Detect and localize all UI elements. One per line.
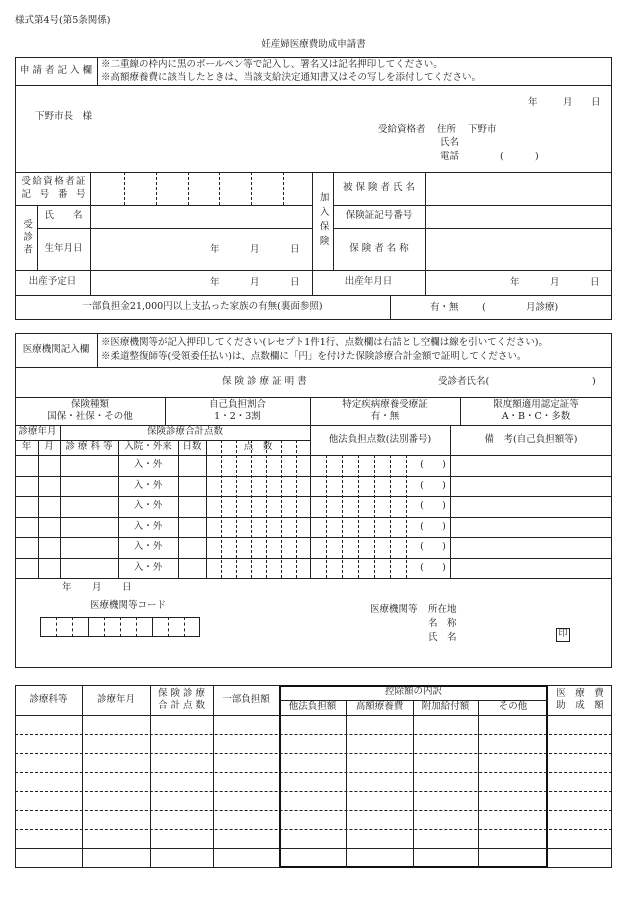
col-month: 月 <box>44 441 54 453</box>
grid-line <box>15 270 612 271</box>
grid-line <box>213 685 214 868</box>
due-date-year: 年 <box>210 277 220 288</box>
application-date-day: 日 <box>591 97 601 108</box>
birth-date-label: 出産年月日 <box>344 276 393 288</box>
grid-line <box>56 617 57 637</box>
grid-line <box>333 228 612 229</box>
grid-line <box>82 685 83 868</box>
due-date-day: 日 <box>290 277 300 288</box>
grid-line <box>88 617 89 637</box>
copay-ratio-options: 1・2・3割 <box>214 411 261 422</box>
row-inout: 入・外 <box>133 561 163 573</box>
grid-line <box>342 455 343 578</box>
row-open-paren: ( <box>420 459 424 471</box>
phone-open-paren: ( <box>500 151 504 162</box>
form-title: 妊産婦医療費助成申請書 <box>261 38 366 50</box>
grid-line <box>425 172 426 295</box>
grid-line <box>15 537 612 538</box>
row-close-paren: ) <box>442 541 446 553</box>
cert-number-label <box>17 172 90 205</box>
institution-label: 医療機関等 <box>370 604 418 615</box>
recipient-label: 受給資格者 <box>378 124 426 135</box>
grid-line <box>221 440 222 578</box>
grid-line <box>450 425 451 578</box>
grid-line <box>219 172 220 205</box>
family-copay-open-paren: ( <box>482 302 486 313</box>
application-date-year: 年 <box>528 97 538 108</box>
row-close-paren: ) <box>442 459 446 471</box>
grid-line <box>120 617 121 637</box>
grid-line <box>281 440 282 578</box>
grid-line <box>15 425 612 426</box>
grid-line <box>310 397 311 425</box>
certificate-patient-close-paren: ) <box>592 376 596 387</box>
sub-col-additional: 附加給付額 <box>421 701 470 713</box>
birthdate-label: 生年月日 <box>44 242 83 254</box>
limit-cert-label: 限度額適用認定証等 <box>493 398 579 410</box>
grid-line <box>15 85 612 86</box>
grid-line <box>15 715 612 716</box>
grid-line <box>374 455 375 578</box>
insurance-type-label: 保険種類 <box>70 398 109 410</box>
address-value: 下野市 <box>468 124 497 135</box>
sub-col-deduction-group: 控除額の内訳 <box>384 686 442 698</box>
row-inout: 入・外 <box>133 500 163 512</box>
grid-line <box>478 700 479 868</box>
insurance-type-options: 国保・社保・その他 <box>47 411 133 422</box>
grid-line <box>124 172 125 205</box>
col-year: 年 <box>21 441 32 453</box>
limit-cert-cell <box>460 397 612 425</box>
col-points: 点 数 <box>243 441 273 453</box>
patient-label-text: 受診者 <box>21 218 33 257</box>
medical-note-1: ※医療機関等が記入押印してください(レセプト1件1行、点数欄は右詰とし空欄は線を引いてください)。 <box>101 337 549 348</box>
copay-ratio-label: 自己負担割合 <box>208 398 266 410</box>
birth-date-year: 年 <box>510 277 520 288</box>
grid-line <box>333 172 334 270</box>
specific-disease-options: 有・無 <box>370 411 400 422</box>
sub-col-total-points-line-2: 合 計 点 数 <box>157 700 206 711</box>
certificate-patient-name-label: 受診者氏名( <box>438 376 490 387</box>
grid-line <box>15 734 612 735</box>
row-inout: 入・外 <box>133 541 163 553</box>
grid-line <box>15 791 612 792</box>
grid-line <box>251 172 252 205</box>
grid-line <box>136 617 137 637</box>
grid-line <box>15 558 612 559</box>
grid-line <box>97 333 98 367</box>
applicant-section-label: 申 請 者 記 入 欄 <box>19 64 93 76</box>
sub-col-subsidy-line-1: 医 療 費 <box>556 687 604 699</box>
grid-line <box>413 700 414 868</box>
grid-line <box>152 617 153 637</box>
sub-col-subsidy-line-2: 助 成 額 <box>556 700 604 711</box>
sub-col-subsidy <box>548 685 612 715</box>
seal-icon: 印 <box>556 628 570 642</box>
grid-line <box>37 205 38 270</box>
birth-date-day: 日 <box>590 277 600 288</box>
family-copay-options: 有・無 <box>430 302 459 313</box>
grid-line <box>60 425 61 578</box>
grid-line <box>15 753 612 754</box>
grid-line <box>15 517 612 518</box>
grid-line <box>310 425 311 578</box>
name-label: 氏名 <box>440 137 460 148</box>
patient-label <box>15 205 37 270</box>
limit-cert-options: A・B・C・多数 <box>501 411 571 422</box>
grid-line <box>168 617 169 637</box>
row-open-paren: ( <box>420 479 424 491</box>
col-other-law-points: 他法負担点数(法別番号) <box>328 433 432 445</box>
specific-disease-label: 特定疾病療養受療証 <box>342 398 428 410</box>
row-close-paren: ) <box>442 520 446 532</box>
grid-line <box>15 772 612 773</box>
row-open-paren: ( <box>420 520 424 532</box>
grid-line <box>15 578 612 579</box>
grid-line <box>97 57 98 85</box>
grid-line <box>15 295 612 296</box>
grid-line <box>358 455 359 578</box>
grid-line <box>283 172 284 205</box>
sub-col-total-points-line-1: 保 険 診 療 <box>157 687 206 699</box>
row-inout: 入・外 <box>133 520 163 532</box>
grid-line <box>251 440 252 578</box>
phone-close-paren: ) <box>535 151 539 162</box>
sub-col-high-cost: 高額療養費 <box>355 701 404 713</box>
col-month-group: 診療年月 <box>18 426 57 438</box>
insurer-name-field[interactable] <box>425 228 612 270</box>
form-number: 様式第4号(第5条関係) <box>15 15 111 26</box>
grid-line <box>37 228 312 229</box>
grid-line <box>156 172 157 205</box>
grid-line <box>390 295 391 320</box>
grid-line <box>15 810 612 811</box>
grid-line <box>333 205 612 206</box>
application-date-month: 月 <box>563 97 573 108</box>
insurance-label <box>312 172 333 270</box>
grid-line <box>346 700 347 868</box>
sub-col-copay: 一部負担額 <box>222 693 270 705</box>
sub-col-department: 診療科等 <box>29 693 68 705</box>
grid-line <box>184 617 185 637</box>
insurance-card-field[interactable] <box>425 205 612 228</box>
grid-line <box>15 476 612 477</box>
row-close-paren: ) <box>442 500 446 512</box>
grid-line <box>165 397 166 425</box>
grid-line <box>188 172 189 205</box>
institution-location-label: 所在地 <box>428 604 457 615</box>
grid-line <box>406 455 407 578</box>
copay-ratio-cell <box>165 397 310 425</box>
birth-date-month: 月 <box>550 277 560 288</box>
col-total-points-group: 保険診療合計点数 <box>146 426 223 438</box>
due-date-month: 月 <box>250 277 260 288</box>
row-inout: 入・外 <box>133 459 163 471</box>
sub-col-other-law: 他法負担額 <box>288 701 337 713</box>
grid-line <box>150 685 151 868</box>
medical-section-label: 医療機関記入欄 <box>22 343 90 355</box>
cert-number-label-line-1: 受給資格者証 <box>21 176 86 188</box>
grid-line <box>90 172 91 295</box>
institution-name-label: 名 称 <box>428 618 457 629</box>
certificate-title: 保 険 診 療 証 明 書 <box>222 376 307 387</box>
grid-line <box>326 455 327 578</box>
due-date-label: 出産予定日 <box>28 276 77 288</box>
phone-label: 電話 <box>440 151 460 162</box>
medical-note-2: ※柔道整復師等(受領委任払い)は、点数欄に「円」を付けた保険診療合計金額で証明してください。 <box>101 351 527 362</box>
certify-date-year: 年 <box>62 582 72 593</box>
address-label: 住所 <box>437 124 457 135</box>
addressee: 下野市長 様 <box>35 111 93 122</box>
grid-line <box>15 829 612 830</box>
grid-line <box>104 617 105 637</box>
grid-line <box>15 205 312 206</box>
grid-line <box>460 397 461 425</box>
family-copay-label: 一部負担金21,000円以上支払った家族の有無(裏面参照) <box>82 301 323 313</box>
grid-line <box>266 440 267 578</box>
col-remarks: 備 考(自己負担額等) <box>484 433 578 445</box>
insurance-card-label: 保険証記号番号 <box>345 210 413 222</box>
row-open-paren: ( <box>420 561 424 573</box>
grid-line <box>236 440 237 578</box>
insurer-name-label: 保 険 者 名 称 <box>349 242 409 254</box>
grid-line <box>15 455 612 456</box>
row-open-paren: ( <box>420 500 424 512</box>
row-close-paren: ) <box>442 479 446 491</box>
grid-line <box>15 397 612 398</box>
grid-line <box>312 172 313 295</box>
certify-date-month: 月 <box>92 582 102 593</box>
col-department: 診 療 科 等 <box>65 441 113 453</box>
grid-line <box>15 848 612 849</box>
patient-name-label: 氏 名 <box>44 210 83 222</box>
insurance-type-cell <box>15 397 165 425</box>
insurance-label-text: 加入保険 <box>317 192 329 250</box>
row-inout: 入・外 <box>133 479 163 491</box>
specific-disease-cell <box>310 397 460 425</box>
sub-col-other: その他 <box>498 701 528 713</box>
sub-col-month: 診療年月 <box>96 693 135 705</box>
grid-line <box>72 617 73 637</box>
grid-line <box>390 455 391 578</box>
birthdate-year: 年 <box>210 244 220 255</box>
sub-col-total-points <box>150 685 213 715</box>
grid-line <box>15 172 612 173</box>
col-days: 日数 <box>182 441 202 453</box>
insured-name-label: 被 保 険 者 氏 名 <box>342 182 416 194</box>
patient-name-field[interactable] <box>90 205 312 228</box>
applicant-note-1: ※二重線の枠内に黒のボールペン等で記入し、署名又は記名押印してください。 <box>101 59 443 70</box>
family-copay-month: 月診療) <box>526 302 559 313</box>
birthdate-day: 日 <box>290 244 300 255</box>
cert-number-label-line-2: 記号番号 <box>21 188 86 200</box>
doctor-name-label: 氏 名 <box>428 632 457 643</box>
insured-name-field[interactable] <box>425 172 612 205</box>
grid-line <box>15 496 612 497</box>
institution-code-label: 医療機関等コード <box>90 600 167 611</box>
grid-line <box>15 367 612 368</box>
row-open-paren: ( <box>420 541 424 553</box>
certify-date-day: 日 <box>122 582 132 593</box>
applicant-note-2: ※高額療養費に該当したときは、当該支給決定通知書又はその写しを添付してください。 <box>101 72 482 83</box>
col-inout: 入院・外来 <box>124 441 172 453</box>
grid-line <box>296 440 297 578</box>
birthdate-month: 月 <box>250 244 260 255</box>
row-close-paren: ) <box>442 561 446 573</box>
